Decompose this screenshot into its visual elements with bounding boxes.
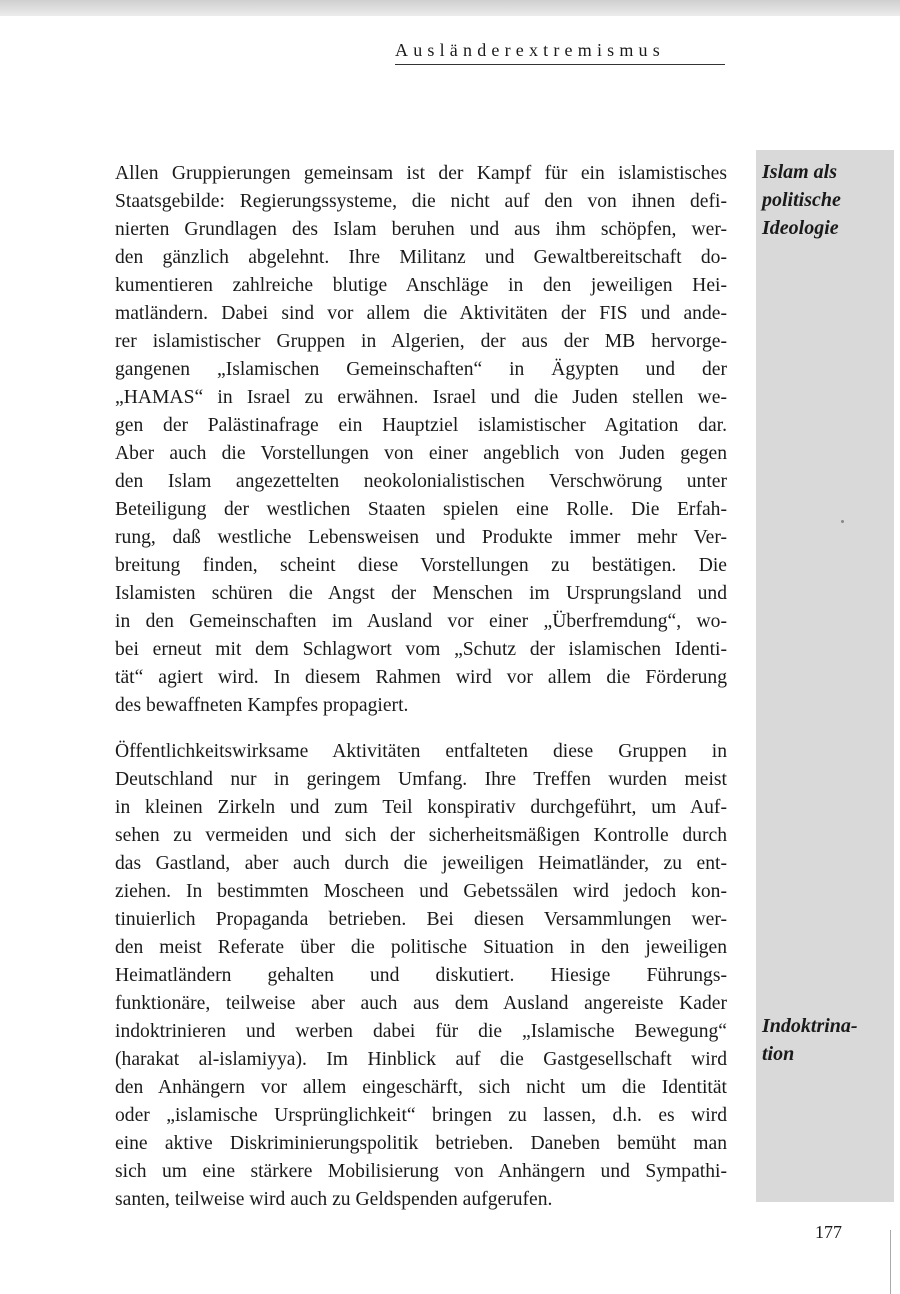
text-line: bei erneut mit dem Schlagwort vom „Schutz der islamischen Identi-: [115, 639, 727, 660]
margin-note-line: tion: [762, 1043, 795, 1065]
text-line: kumentieren zahlreiche blutige Anschläge in den jeweiligen Hei-: [115, 275, 727, 296]
text-line: „HAMAS“ in Israel zu erwähnen. Israel und die Juden stellen we-: [115, 387, 727, 408]
text-line: Staatsgebilde: Regierungssysteme, die nicht auf den von ihnen defi-: [115, 191, 727, 212]
text-line: Deutschland nur in geringem Umfang. Ihre Treffen wurden meist: [115, 769, 727, 790]
paragraph-indoctrination: [115, 738, 727, 1214]
text-line: ziehen. In bestimmten Moscheen und Gebetssälen wird jedoch kon-: [115, 881, 727, 902]
text-line: das Gastland, aber auch durch die jeweiligen Heimatländer, zu ent-: [115, 853, 727, 874]
text-line: Islamisten schüren die Angst der Menschen im Ursprungsland und: [115, 583, 727, 604]
text-line: Allen Gruppierungen gemeinsam ist der Kampf für ein islamistisches: [115, 163, 727, 184]
text-line: in kleinen Zirkeln und zum Teil konspirativ durchgeführt, um Auf-: [115, 797, 727, 818]
text-line: des bewaffneten Kampfes propagiert.: [115, 695, 409, 716]
running-head: Ausländerextremismus: [395, 40, 725, 65]
text-line: Öffentlichkeitswirksame Aktivitäten entfalteten diese Gruppen in: [115, 741, 727, 762]
text-line: rung, daß westliche Lebensweisen und Produkte immer mehr Ver-: [115, 527, 727, 548]
text-line: den Islam angezettelten neokolonialistischen Verschwörung unter: [115, 471, 727, 492]
text-line: Heimatländern gehalten und diskutiert. Hiesige Führungs-: [115, 965, 727, 986]
page-number: 177: [815, 1222, 842, 1242]
margin-note-line: politische: [762, 189, 841, 211]
text-line: tinuierlich Propaganda betrieben. Bei diesen Versammlungen wer-: [115, 909, 727, 930]
text-line: rer islamistischer Gruppen in Algerien, der aus der MB hervorge-: [115, 331, 727, 352]
text-line: eine aktive Diskriminierungspolitik betrieben. Daneben bemüht man: [115, 1133, 727, 1154]
text-line: tät“ agiert wird. In diesem Rahmen wird vor allem die Förderung: [115, 667, 727, 688]
scan-right-edge: [890, 1230, 891, 1294]
text-line: den Anhängern vor allem eingeschärft, sich nicht um die Identität: [115, 1077, 727, 1098]
margin-note-line: Islam als: [762, 161, 838, 183]
text-line: santen, teilweise wird auch zu Geldspenden aufgerufen.: [115, 1189, 553, 1210]
margin-note-line: Indoktrina-: [762, 1015, 858, 1037]
margin-note-indoctrination: [762, 1012, 892, 1068]
text-line: indoktrinieren und werben dabei für die „Islamische Bewegung“: [115, 1021, 727, 1042]
text-line: nierten Grundlagen des Islam beruhen und aus ihm schöpfen, wer-: [115, 219, 727, 240]
text-line: oder „islamische Ursprünglichkeit“ bringen zu lassen, d.h. es wird: [115, 1105, 727, 1126]
text-line: gangenen „Islamischen Gemeinschaften“ in Ägypten und der: [115, 359, 727, 380]
scan-speck: [841, 520, 844, 523]
paragraph-islam-ideology: [115, 160, 727, 720]
margin-note-line: Ideologie: [762, 217, 839, 239]
text-line: (harakat al-islamiyya). Im Hinblick auf die Gastgesellschaft wird: [115, 1049, 727, 1070]
text-line: den meist Referate über die politische Situation in den jeweiligen: [115, 937, 727, 958]
text-line: sehen zu vermeiden und sich der sicherheitsmäßigen Kontrolle durch: [115, 825, 727, 846]
margin-note-islam-ideology: [762, 158, 892, 242]
text-line: funktionäre, teilweise aber auch aus dem Ausland angereiste Kader: [115, 993, 727, 1014]
text-line: den gänzlich abgelehnt. Ihre Militanz und Gewaltbereitschaft do-: [115, 247, 727, 268]
text-line: matländern. Dabei sind vor allem die Aktivitäten der FIS und ande-: [115, 303, 727, 324]
scan-top-edge: [0, 0, 900, 16]
text-line: Aber auch die Vorstellungen von einer angeblich von Juden gegen: [115, 443, 727, 464]
text-line: in den Gemeinschaften im Ausland vor einer „Überfremdung“, wo-: [115, 611, 727, 632]
text-line: sich um eine stärkere Mobilisierung von Anhängern und Sympathi-: [115, 1161, 727, 1182]
text-line: Beteiligung der westlichen Staaten spielen eine Rolle. Die Erfah-: [115, 499, 727, 520]
text-line: gen der Palästinafrage ein Hauptziel islamistischer Agitation dar.: [115, 415, 727, 436]
text-line: breitung finden, scheint diese Vorstellungen zu bestätigen. Die: [115, 555, 727, 576]
